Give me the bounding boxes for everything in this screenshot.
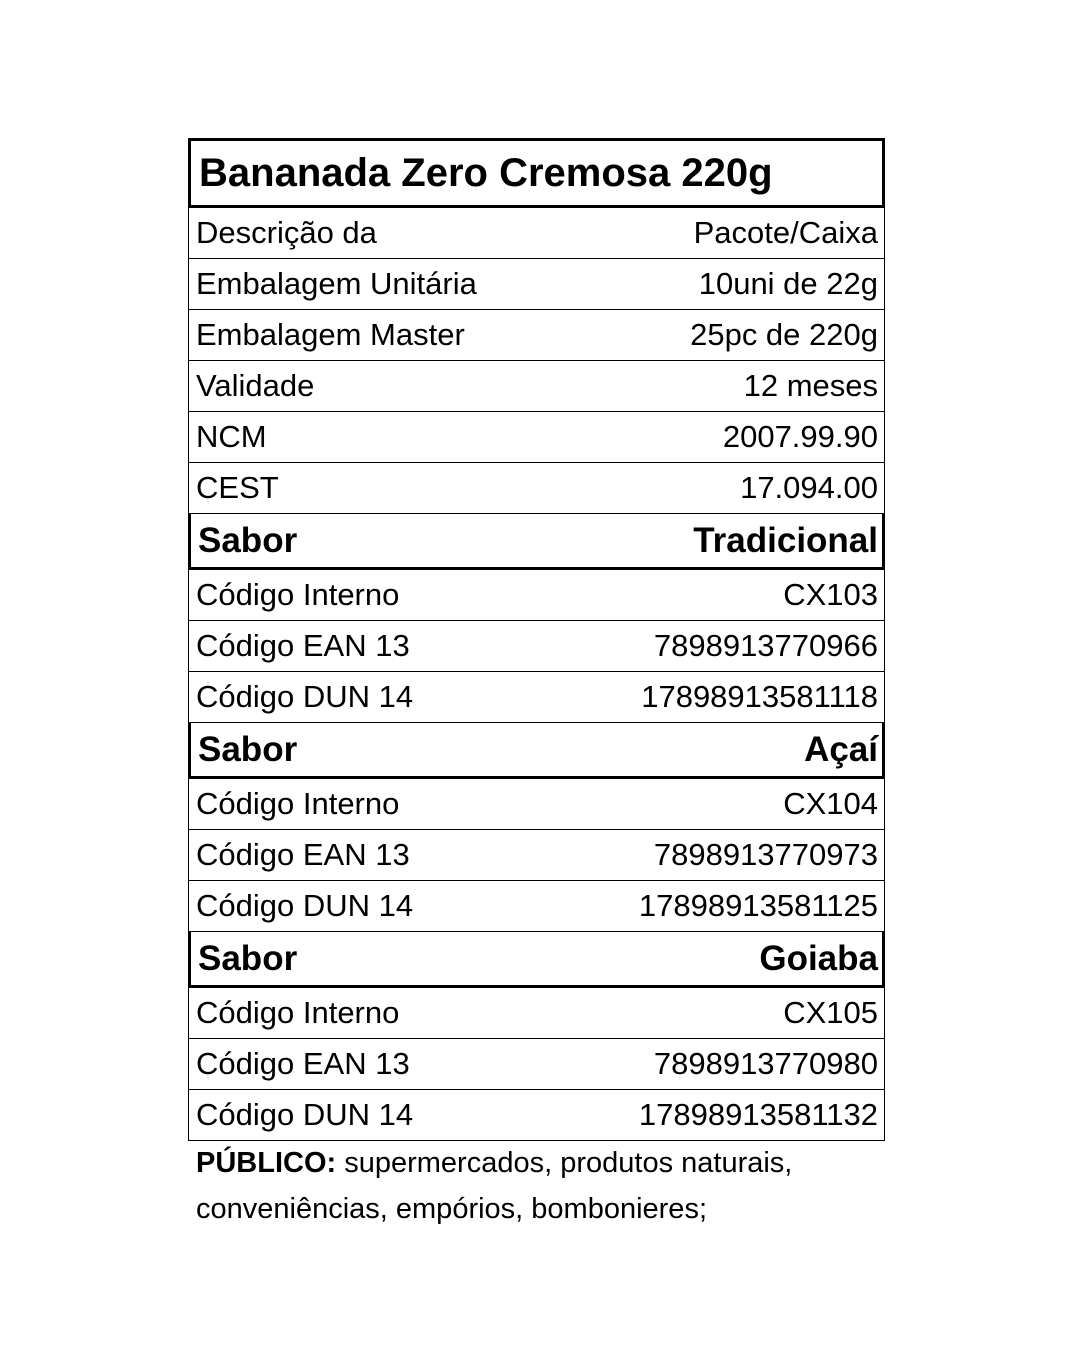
code-row-internal [188,570,885,621]
spec-value: 10uni de 22g [698,266,878,301]
spec-value: 12 meses [743,368,878,403]
code-value: CX105 [783,995,878,1030]
code-row-dun14 [188,881,885,932]
code-label: Código Interno [196,995,400,1030]
flavor-header-tradicional [188,514,885,570]
spec-label: Descrição da [196,215,377,250]
audience-text-1: supermercados, produtos naturais, [336,1147,793,1179]
spec-row-description [188,208,885,259]
audience-line-2: conveniências, empórios, bombonieres; [196,1193,707,1225]
spec-value: 17.094.00 [740,470,878,505]
flavor-header-goiaba [188,932,885,988]
spec-row-unit-packaging [188,259,885,310]
code-label: Código Interno [196,577,400,612]
code-row-dun14 [188,672,885,723]
code-row-internal [188,779,885,830]
spec-label: Embalagem Master [196,317,465,352]
flavor-header-label: Sabor [198,938,298,978]
code-value: 17898913581125 [638,888,878,923]
code-row-ean13 [188,621,885,672]
code-row-dun14 [188,1090,885,1141]
product-title: Bananada Zero Cremosa 220g [188,138,885,208]
flavor-header-label: Sabor [198,729,298,769]
code-label: Código DUN 14 [196,679,414,714]
audience-lead: PÚBLICO: [196,1147,337,1179]
flavor-name: Goiaba [759,938,878,978]
flavor-name: Tradicional [693,520,878,560]
code-value: 17898913581118 [641,679,878,714]
code-label: Código EAN 13 [196,837,410,872]
spec-value: Pacote/Caixa [693,215,878,250]
flavor-header-label: Sabor [198,520,298,560]
flavor-header-acai [188,723,885,779]
code-label: Código EAN 13 [196,1046,410,1081]
code-value: CX104 [783,786,878,821]
code-row-internal [188,988,885,1039]
product-spec-table [188,138,885,1141]
code-label: Código Interno [196,786,400,821]
code-label: Código DUN 14 [196,888,414,923]
spec-row-validity [188,361,885,412]
spec-value: 25pc de 220g [690,317,878,352]
code-value: CX103 [783,577,878,612]
spec-row-cest [188,463,885,514]
code-label: Código DUN 14 [196,1097,414,1132]
spec-label: NCM [196,419,267,454]
spec-value: 2007.99.90 [722,419,878,454]
code-row-ean13 [188,1039,885,1090]
code-label: Código EAN 13 [196,628,410,663]
code-row-ean13 [188,830,885,881]
audience-note [196,1140,896,1232]
code-value: 17898913581132 [638,1097,878,1132]
code-value: 7898913770966 [653,628,878,663]
code-value: 7898913770980 [653,1046,878,1081]
spec-row-ncm [188,412,885,463]
flavor-name: Açaí [804,729,878,769]
spec-row-master-packaging [188,310,885,361]
code-value: 7898913770973 [653,837,878,872]
spec-label: Validade [196,368,315,403]
spec-label: Embalagem Unitária [196,266,477,301]
spec-label: CEST [196,470,279,505]
audience-line-1 [196,1140,896,1186]
